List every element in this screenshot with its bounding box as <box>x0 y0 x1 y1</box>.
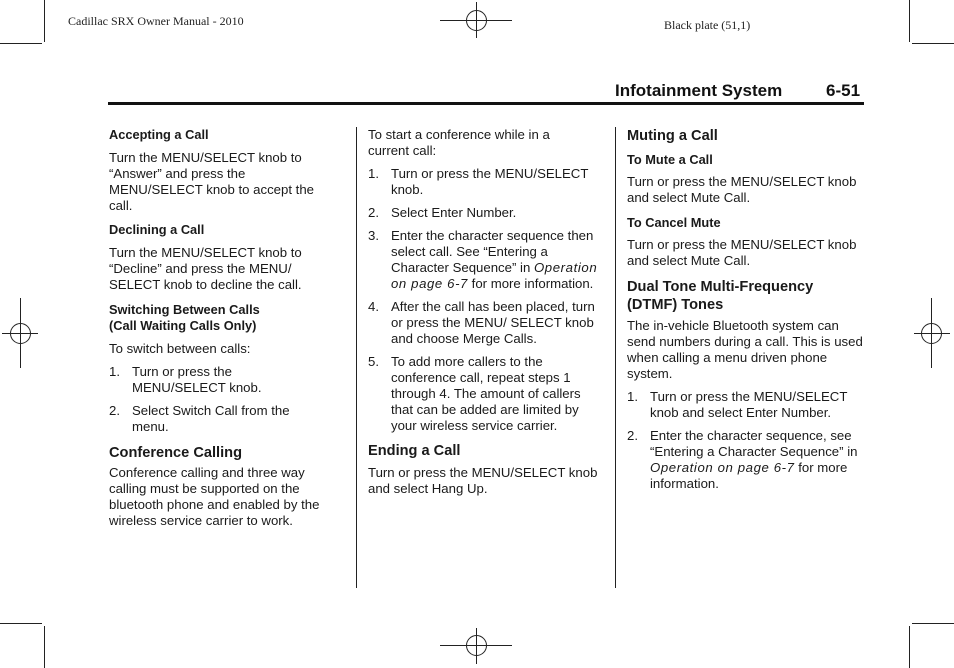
plate-label: Black plate (51,1) <box>664 18 751 32</box>
list-number: 2. <box>627 428 638 443</box>
crop-mark-bl-v <box>44 626 45 668</box>
page-number: 6-51 <box>826 81 861 100</box>
cancel-mute-text: Turn or press the MENU/SELECT knob and select Mute Call. <box>627 237 857 268</box>
list-text: Select Enter Number. <box>391 205 517 220</box>
crop-mark-br-v <box>909 626 910 668</box>
crop-mark-tl-v <box>44 0 45 42</box>
list-item <box>627 389 865 421</box>
list-text: Enter the character sequence then select call. See “Entering a Character Sequence” in <box>391 228 594 275</box>
dtmf-text: The in-vehicle Bluetooth system can send numbers during a call. This is used when calling a menu driven phone system. <box>627 318 863 381</box>
crop-mark-tr-h <box>912 43 954 44</box>
list-item <box>368 205 604 221</box>
muting-heading: Muting a Call <box>627 128 718 144</box>
list-number: 1. <box>109 364 120 379</box>
list-item <box>627 428 865 492</box>
declining-heading: Declining a Call <box>109 222 205 237</box>
page-reference-link[interactable]: Operation on page 6-7 <box>650 460 795 475</box>
accepting-heading: Accepting a Call <box>109 127 209 142</box>
ending-heading: Ending a Call <box>368 443 461 459</box>
crop-mark-tr-v <box>909 0 910 42</box>
list-item <box>109 364 312 396</box>
list-text: Turn or press the MENU/SELECT knob. <box>132 364 262 395</box>
ending-text: Turn or press the MENU/SELECT knob and select Hang Up. <box>368 465 598 496</box>
crop-mark-tl-h <box>0 43 42 44</box>
manual-title: Cadillac SRX Owner Manual - 2010 <box>68 14 244 28</box>
list-text: After the call has been placed, turn or press the MENU/ SELECT knob and choose Merge Calls. <box>391 299 595 346</box>
conference-heading: Conference Calling <box>109 445 242 461</box>
list-item <box>368 166 596 198</box>
list-number: 2. <box>109 403 120 418</box>
list-number: 3. <box>368 228 379 243</box>
list-text: To add more callers to the conference call, repeat steps 1 through 4. The amount of callers that can be added are limited by your wireless service carrier. <box>391 354 581 433</box>
list-text: Turn or press the MENU/SELECT knob. <box>391 166 589 197</box>
conference-text: Conference calling and three way calling must be supported on the bluetooth phone and enabled by the wireless service carrier to work. <box>109 465 320 528</box>
list-number: 2. <box>368 205 379 220</box>
switching-heading-2: (Call Waiting Calls Only) <box>109 318 257 333</box>
list-text: for more information. <box>468 276 594 291</box>
switching-heading-1: Switching Between Calls <box>109 302 260 317</box>
list-text: Turn or press the MENU/SELECT knob and select Enter Number. <box>650 389 848 420</box>
mute-text: Turn or press the MENU/SELECT knob and select Mute Call. <box>627 174 857 205</box>
list-text: for more information. <box>650 460 848 491</box>
switching-intro: To switch between calls: <box>109 341 251 356</box>
dtmf-heading: Dual Tone Multi-Frequency (DTMF) Tones <box>627 279 814 313</box>
column-3 <box>627 127 865 492</box>
list-number: 5. <box>368 354 379 369</box>
list-item <box>368 299 604 347</box>
page-reference-link[interactable]: Operation on page 6-7 <box>391 260 598 291</box>
column-1 <box>109 127 345 529</box>
list-number: 4. <box>368 299 379 314</box>
list-item <box>368 354 604 434</box>
crop-mark-bl-h <box>0 623 42 624</box>
list-number: 1. <box>368 166 379 181</box>
list-text: Select Switch Call from the menu. <box>132 403 290 434</box>
column-divider-2 <box>615 127 616 588</box>
conference-intro: To start a conference while in a current call: <box>368 127 550 158</box>
list-text: Enter the character sequence, see “Entering a Character Sequence” in <box>650 428 858 459</box>
column-2 <box>368 127 604 497</box>
accepting-text: Turn the MENU/SELECT knob to “Answer” and press the MENU/SELECT knob to accept the call. <box>109 150 314 213</box>
declining-text: Turn the MENU/SELECT knob to “Decline” and press the MENU/ SELECT knob to decline the call. <box>109 245 302 292</box>
header-rule <box>108 102 864 105</box>
list-item <box>109 403 312 435</box>
list-item <box>368 228 604 292</box>
section-title: Infotainment System <box>615 81 783 100</box>
mute-heading: To Mute a Call <box>627 152 713 167</box>
column-divider-1 <box>356 127 357 588</box>
list-number: 1. <box>627 389 638 404</box>
crop-mark-br-h <box>912 623 954 624</box>
cancel-mute-heading: To Cancel Mute <box>627 215 721 230</box>
